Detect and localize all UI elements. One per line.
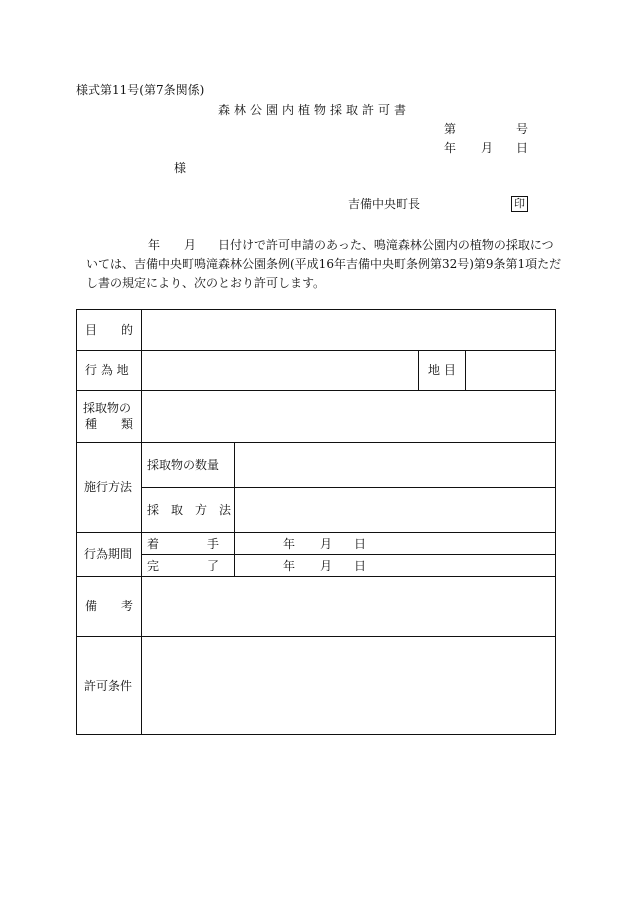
issue-date-year-label: 年 (444, 141, 457, 155)
remarks-label: 備 考 (85, 599, 134, 613)
statement-line-3: し書の規定により、次のとおり許可します。 (86, 276, 326, 290)
period-group-label: 行為期間 (84, 547, 133, 561)
quantity-label: 採取物の数量 (147, 458, 220, 472)
statement-year-label: 年 (148, 238, 161, 252)
land-category-label: 地 目 (428, 363, 456, 377)
permit-number-suffix: 号 (516, 122, 529, 136)
statement-line-1: 日付けで許可申請のあった、鳴滝森林公園内の植物の採取につ (218, 238, 554, 252)
form-number-label: 様式第11号(第7条関係) (76, 83, 205, 97)
start-label: 着 手 (147, 537, 220, 551)
method-group-label: 施行方法 (84, 480, 133, 494)
statement-line-2: いては、吉備中央町鳴滝森林公園条例(平成16年吉備中央町条例第32号)第9条第1項ただ (86, 257, 562, 271)
seal-mark: 印 (511, 196, 528, 212)
issuer-name: 吉備中央町長 (348, 197, 421, 211)
document-title: 森林公園内植物採取許可書 (218, 103, 411, 117)
end-month-label: 月 (320, 559, 333, 573)
issue-date-day-label: 日 (516, 141, 529, 155)
end-year-label: 年 (283, 559, 296, 573)
statement-month-label: 月 (184, 238, 197, 252)
start-month-label: 月 (320, 537, 333, 551)
addressee-honorific: 様 (174, 161, 187, 175)
species-label-line-2: 種 類 (85, 417, 134, 431)
collection-method-label: 採 取 方 法 (147, 503, 232, 517)
end-label: 完 了 (147, 559, 220, 573)
location-label: 行 為 地 (85, 363, 129, 377)
permit-number-prefix: 第 (444, 122, 457, 136)
end-day-label: 日 (354, 559, 367, 573)
permit-details-table (76, 309, 556, 735)
issue-date-month-label: 月 (481, 141, 494, 155)
start-day-label: 日 (354, 537, 367, 551)
purpose-label: 目 的 (85, 323, 134, 337)
species-label-line-1: 採取物の (83, 401, 132, 415)
conditions-label: 許可条件 (84, 679, 133, 693)
start-year-label: 年 (283, 537, 296, 551)
permit-statement (86, 236, 562, 293)
